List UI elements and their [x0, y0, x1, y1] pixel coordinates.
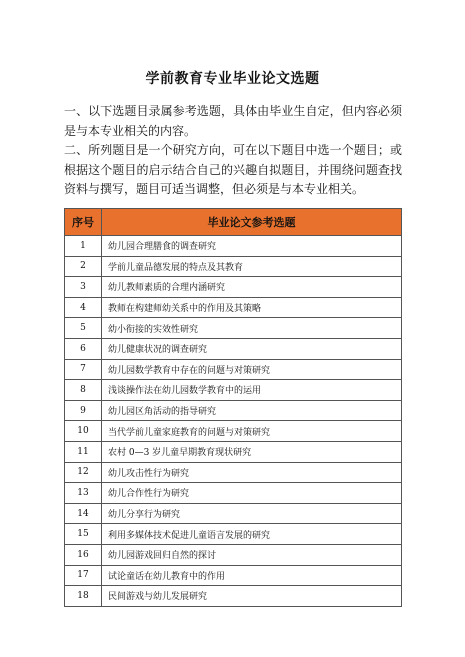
table-row [65, 524, 402, 545]
row-number: 9 [65, 400, 102, 421]
intro-text [64, 102, 402, 200]
table-row [65, 503, 402, 524]
row-topic: 农村 0—3 岁儿童早期教育现状研究 [102, 441, 402, 462]
row-topic: 试论童话在幼儿教育中的作用 [102, 565, 402, 586]
intro-paragraph-1: 一、以下选题目录属参考选题，具体由毕业生自定，但内容必须是与本专业相关的内容。 [64, 104, 402, 138]
row-number: 17 [65, 565, 102, 586]
row-number: 11 [65, 441, 102, 462]
row-topic: 幼小衔接的实效性研究 [102, 318, 402, 339]
row-number: 12 [65, 462, 102, 483]
row-number: 15 [65, 524, 102, 545]
row-number: 4 [65, 297, 102, 318]
table-body [65, 236, 402, 607]
header-number: 序号 [65, 209, 102, 236]
row-topic: 幼儿园游戏回归自然的探讨 [102, 544, 402, 565]
row-number: 16 [65, 544, 102, 565]
row-topic: 当代学前儿童家庭教育的问题与对策研究 [102, 421, 402, 442]
row-topic: 幼儿分享行为研究 [102, 503, 402, 524]
table-row [65, 338, 402, 359]
row-topic: 幼儿教师素质的合理内涵研究 [102, 277, 402, 298]
row-number: 18 [65, 586, 102, 607]
topic-table [64, 208, 402, 607]
table-row [65, 359, 402, 380]
row-topic: 幼儿合作性行为研究 [102, 483, 402, 504]
table-row [65, 586, 402, 607]
row-number: 2 [65, 256, 102, 277]
row-number: 7 [65, 359, 102, 380]
row-topic: 幼儿园区角活动的指导研究 [102, 400, 402, 421]
header-topic: 毕业论文参考选题 [102, 209, 402, 236]
page-title: 学前教育专业毕业论文选题 [145, 71, 320, 87]
table-row [65, 483, 402, 504]
table-row [65, 544, 402, 565]
row-number: 3 [65, 277, 102, 298]
row-topic: 幼儿健康状况的调查研究 [102, 338, 402, 359]
row-topic: 浅谈操作法在幼儿园数学教育中的运用 [102, 380, 402, 401]
row-topic: 幼儿园数学教育中存在的问题与对策研究 [102, 359, 402, 380]
table-row [65, 256, 402, 277]
table-header-row [65, 209, 402, 236]
row-topic: 幼儿攻击性行为研究 [102, 462, 402, 483]
table-row [65, 462, 402, 483]
row-number: 13 [65, 483, 102, 504]
row-number: 14 [65, 503, 102, 524]
table-row [65, 441, 402, 462]
row-topic: 幼儿园合理膳食的调查研究 [102, 236, 402, 257]
table-row [65, 318, 402, 339]
row-number: 5 [65, 318, 102, 339]
row-topic: 教师在构建师幼关系中的作用及其策略 [102, 297, 402, 318]
table-row [65, 565, 402, 586]
intro-paragraph-2: 二、所列题目是一个研究方向，可在以下题目中选一个题目；或根据这个题目的启示结合自己的兴趣自拟题目，并围绕问题查找资料与撰写，题目可适当调整，但必须是与本专业相关。 [64, 143, 402, 196]
row-topic: 学前儿童品德发展的特点及其教育 [102, 256, 402, 277]
row-number: 8 [65, 380, 102, 401]
row-number: 6 [65, 338, 102, 359]
table-row [65, 380, 402, 401]
row-number: 10 [65, 421, 102, 442]
row-number: 1 [65, 236, 102, 257]
row-topic: 民间游戏与幼儿发展研究 [102, 586, 402, 607]
table-row [65, 297, 402, 318]
table-row [65, 277, 402, 298]
row-topic: 利用多媒体技术促进儿童语言发展的研究 [102, 524, 402, 545]
table-row [65, 421, 402, 442]
table-row [65, 236, 402, 257]
table-row [65, 400, 402, 421]
